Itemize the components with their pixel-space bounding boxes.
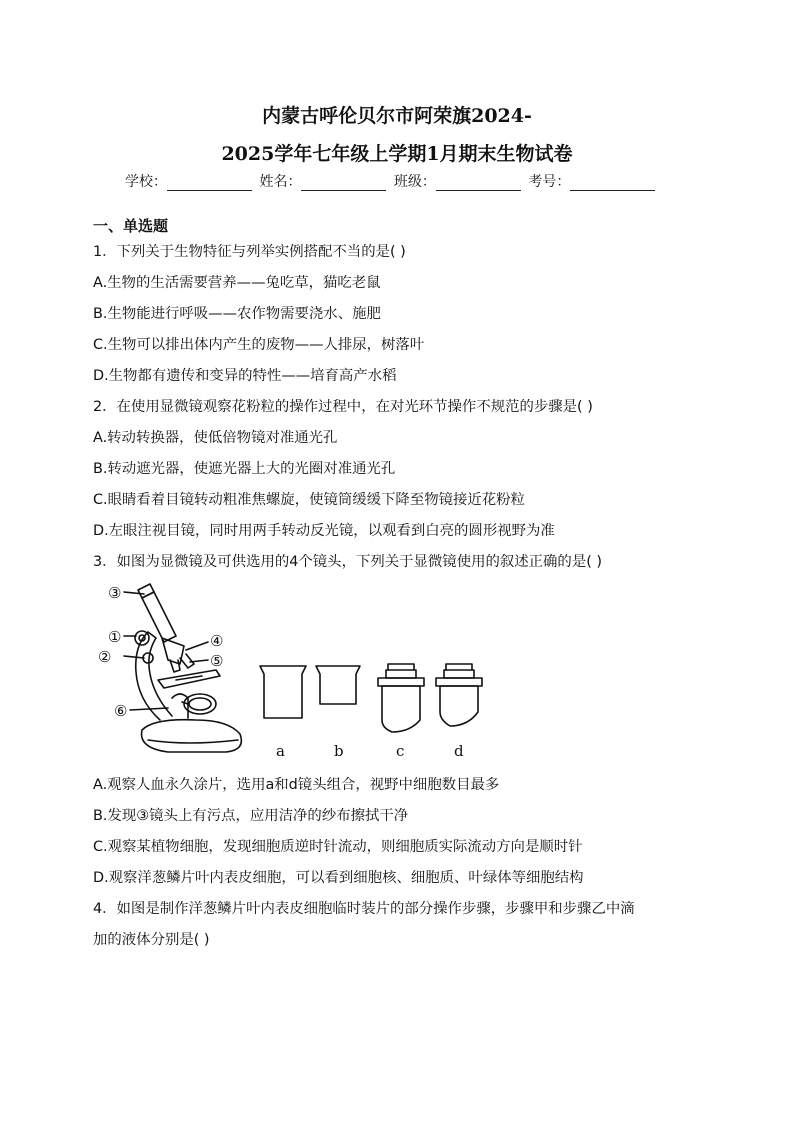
callout-6: ⑥ xyxy=(114,702,128,720)
callout-4: ④ xyxy=(210,632,224,650)
lens-label-b: b xyxy=(334,742,344,760)
question-2-option-d: D.左眼注视目镜，同时用两手转动反光镜，以观看到白亮的圆形视野为准 xyxy=(93,523,555,539)
question-1-option-b: B.生物能进行呼吸——农作物需要浇水、施肥 xyxy=(93,306,381,322)
question-2-option-c: C.眼睛看着目镜转动粗准焦螺旋，使镜筒缓缓下降至物镜接近花粉粒 xyxy=(93,492,525,508)
class-label: 班级： xyxy=(393,174,436,190)
callout-3: ③ xyxy=(108,584,122,602)
question-3-stem: 3．如图为显微镜及可供选用的4个镜头，下列关于显微镜使用的叙述正确的是( ) xyxy=(93,554,603,570)
lens-label-c: c xyxy=(396,742,405,760)
student-info-row xyxy=(125,171,658,191)
question-3-option-a: A.观察人血永久涂片，选用a和d镜头组合，视野中细胞数目最多 xyxy=(93,777,500,793)
callout-1: ① xyxy=(108,628,122,646)
question-2-stem: 2．在使用显微镜观察花粉粒的操作过程中，在对光环节操作不规范的步骤是( ) xyxy=(93,399,593,415)
callout-2: ② xyxy=(98,648,112,666)
exam-number-blank xyxy=(570,174,655,191)
exam-title-line-1: 内蒙古呼伦贝尔市阿荣旗2024- xyxy=(262,105,532,127)
class-blank xyxy=(436,174,521,191)
exam-number-label: 考号： xyxy=(528,174,571,190)
callout-5: ⑤ xyxy=(210,652,224,670)
school-label: 学校： xyxy=(125,174,167,190)
question-3-option-d: D.观察洋葱鳞片叶内表皮细胞，可以看到细胞核、细胞质、叶绿体等细胞结构 xyxy=(93,870,584,886)
question-1-option-d: D.生物都有遗传和变异的特性——培育高产水稻 xyxy=(93,368,397,384)
question-1-option-a: A.生物的生活需要营养——兔吃草，猫吃老鼠 xyxy=(93,275,381,291)
question-2-option-a: A.转动转换器，使低倍物镜对准通光孔 xyxy=(93,430,338,446)
question-1-option-c: C.生物可以排出体内产生的废物——人排尿，树落叶 xyxy=(93,337,425,353)
name-blank xyxy=(301,174,386,191)
question-1-stem: 1．下列关于生物特征与列举实例搭配不当的是( ) xyxy=(93,244,406,260)
question-3-option-b: B.发现③镜头上有污点，应用洁净的纱布擦拭干净 xyxy=(93,808,409,824)
exam-title-line-2: 2025学年七年级上学期1月期末生物试卷 xyxy=(221,143,573,165)
question-3-option-c: C.观察某植物细胞，发现细胞质逆时针流动，则细胞质实际流动方向是顺时针 xyxy=(93,839,583,855)
lens-label-a: a xyxy=(276,742,285,760)
question-4-stem-line-1: 4．如图是制作洋葱鳞片叶内表皮细胞临时装片的部分操作步骤，步骤甲和步骤乙中滴 xyxy=(93,901,635,917)
section-title: 一、单选题 xyxy=(93,217,169,235)
name-label: 姓名： xyxy=(259,174,302,190)
question-2-option-b: B.转动遮光器，使遮光器上大的光圈对准通光孔 xyxy=(93,461,396,477)
microscope-figure xyxy=(98,580,490,760)
school-blank xyxy=(167,174,252,191)
question-4-stem-line-2: 加的液体分别是( ) xyxy=(93,932,210,948)
lens-label-d: d xyxy=(454,742,464,760)
